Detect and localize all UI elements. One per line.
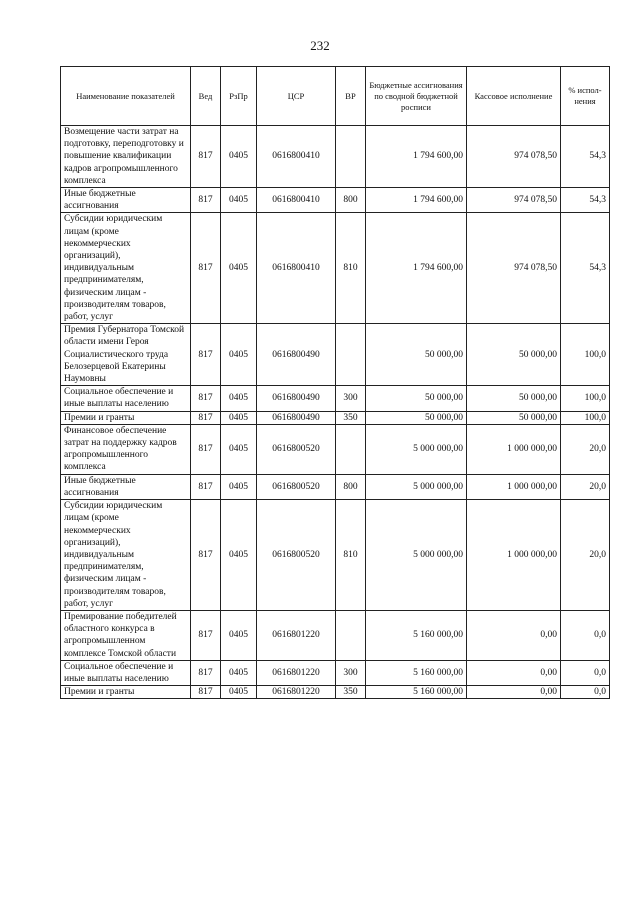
cell-name: Иные бюджетные ассигнования [61,188,191,213]
cell-vr: 300 [336,660,366,685]
cell-ved: 817 [191,610,221,660]
cell-csr: 0616800520 [257,500,336,611]
col-header-vr: ВР [336,67,366,126]
cell-rzpr: 0405 [221,660,257,685]
cell-csr: 0616800520 [257,424,336,474]
cell-budget: 1 794 600,00 [366,126,467,188]
cell-cash: 1 000 000,00 [467,500,561,611]
cell-name: Социальное обеспечение и иные выплаты населению [61,386,191,411]
page-number: 232 [310,38,330,53]
cell-rzpr: 0405 [221,474,257,499]
cell-percent: 0,0 [561,610,610,660]
cell-cash: 974 078,50 [467,213,561,324]
cell-csr: 0616800490 [257,386,336,411]
cell-cash: 50 000,00 [467,411,561,424]
cell-ved: 817 [191,474,221,499]
cell-cash: 0,00 [467,660,561,685]
cell-percent: 100,0 [561,324,610,386]
cell-percent: 54,3 [561,213,610,324]
cell-percent: 20,0 [561,474,610,499]
cell-budget: 1 794 600,00 [366,188,467,213]
cell-csr: 0616800410 [257,213,336,324]
table-row [61,126,610,188]
cell-ved: 817 [191,660,221,685]
cell-csr: 0616800410 [257,126,336,188]
cell-ved: 817 [191,411,221,424]
cell-vr: 350 [336,411,366,424]
table-row [61,213,610,324]
cell-rzpr: 0405 [221,610,257,660]
cell-rzpr: 0405 [221,424,257,474]
table-row [61,500,610,611]
cell-vr: 300 [336,386,366,411]
cell-percent: 54,3 [561,126,610,188]
cell-percent: 20,0 [561,500,610,611]
cell-ved: 817 [191,213,221,324]
cell-vr [336,126,366,188]
cell-budget: 50 000,00 [366,324,467,386]
cell-cash: 0,00 [467,610,561,660]
cell-csr: 0616800410 [257,188,336,213]
cell-cash: 50 000,00 [467,386,561,411]
cell-ved: 817 [191,126,221,188]
col-header-name: Наименование показателей [61,67,191,126]
cell-budget: 5 160 000,00 [366,660,467,685]
cell-percent: 100,0 [561,411,610,424]
cell-cash: 974 078,50 [467,188,561,213]
cell-percent: 54,3 [561,188,610,213]
col-header-budget: Бюджетные ассигнования по сводной бюджетной росписи [366,67,467,126]
cell-ved: 817 [191,324,221,386]
cell-budget: 1 794 600,00 [366,213,467,324]
cell-rzpr: 0405 [221,686,257,699]
cell-budget: 5 000 000,00 [366,424,467,474]
cell-vr: 800 [336,474,366,499]
cell-name: Иные бюджетные ассигнования [61,474,191,499]
cell-ved: 817 [191,386,221,411]
table-row [61,660,610,685]
cell-percent: 0,0 [561,660,610,685]
col-header-ved: Вед [191,67,221,126]
cell-name: Премирование победителей областного конкурса в агропромышленном комплексе Томской области [61,610,191,660]
table-row [61,686,610,699]
cell-cash: 0,00 [467,686,561,699]
cell-rzpr: 0405 [221,324,257,386]
cell-rzpr: 0405 [221,411,257,424]
cell-ved: 817 [191,686,221,699]
cell-rzpr: 0405 [221,188,257,213]
cell-name: Премии и гранты [61,686,191,699]
table-row [61,474,610,499]
cell-vr [336,324,366,386]
cell-csr: 0616800520 [257,474,336,499]
cell-ved: 817 [191,188,221,213]
cell-vr: 350 [336,686,366,699]
cell-ved: 817 [191,500,221,611]
col-header-csr: ЦСР [257,67,336,126]
cell-cash: 1 000 000,00 [467,474,561,499]
cell-cash: 1 000 000,00 [467,424,561,474]
cell-vr: 800 [336,188,366,213]
cell-csr: 0616800490 [257,411,336,424]
table-row [61,386,610,411]
cell-vr [336,424,366,474]
budget-execution-table [60,66,610,699]
cell-name: Субсидии юридическим лицам (кроме некоммерческих организаций), индивидуальным предпринимателям, физическим лицам - производителям товаров, работ, услуг [61,213,191,324]
cell-budget: 5 160 000,00 [366,686,467,699]
col-header-percent: % испол-нения [561,67,610,126]
table-row [61,610,610,660]
col-header-cash: Кассовое исполнение [467,67,561,126]
cell-name: Социальное обеспечение и иные выплаты населению [61,660,191,685]
cell-name: Премия Губернатора Томской области имени Героя Социалистического труда Белозерцевой Екатерины Наумовны [61,324,191,386]
table-row [61,324,610,386]
cell-rzpr: 0405 [221,500,257,611]
cell-cash: 50 000,00 [467,324,561,386]
table-row [61,188,610,213]
cell-percent: 0,0 [561,686,610,699]
cell-csr: 0616801220 [257,660,336,685]
cell-vr: 810 [336,213,366,324]
cell-csr: 0616801220 [257,686,336,699]
cell-name: Премии и гранты [61,411,191,424]
col-header-rzpr: РзПр [221,67,257,126]
cell-budget: 5 000 000,00 [366,474,467,499]
cell-vr: 810 [336,500,366,611]
cell-budget: 5 160 000,00 [366,610,467,660]
cell-name: Субсидии юридическим лицам (кроме некоммерческих организаций), индивидуальным предпринимателям, физическим лицам - производителям товаров, работ, услуг [61,500,191,611]
table-row [61,424,610,474]
cell-rzpr: 0405 [221,213,257,324]
cell-cash: 974 078,50 [467,126,561,188]
cell-csr: 0616801220 [257,610,336,660]
cell-csr: 0616800490 [257,324,336,386]
cell-name: Финансовое обеспечение затрат на поддержку кадров агропромышленного комплекса [61,424,191,474]
table-header-row [61,67,610,126]
cell-ved: 817 [191,424,221,474]
cell-vr [336,610,366,660]
cell-budget: 50 000,00 [366,411,467,424]
cell-budget: 50 000,00 [366,386,467,411]
cell-name: Возмещение части затрат на подготовку, переподготовку и повышение квалификации кадров агропромышленного комплекса [61,126,191,188]
cell-percent: 20,0 [561,424,610,474]
cell-rzpr: 0405 [221,126,257,188]
cell-budget: 5 000 000,00 [366,500,467,611]
cell-rzpr: 0405 [221,386,257,411]
cell-percent: 100,0 [561,386,610,411]
table-row [61,411,610,424]
